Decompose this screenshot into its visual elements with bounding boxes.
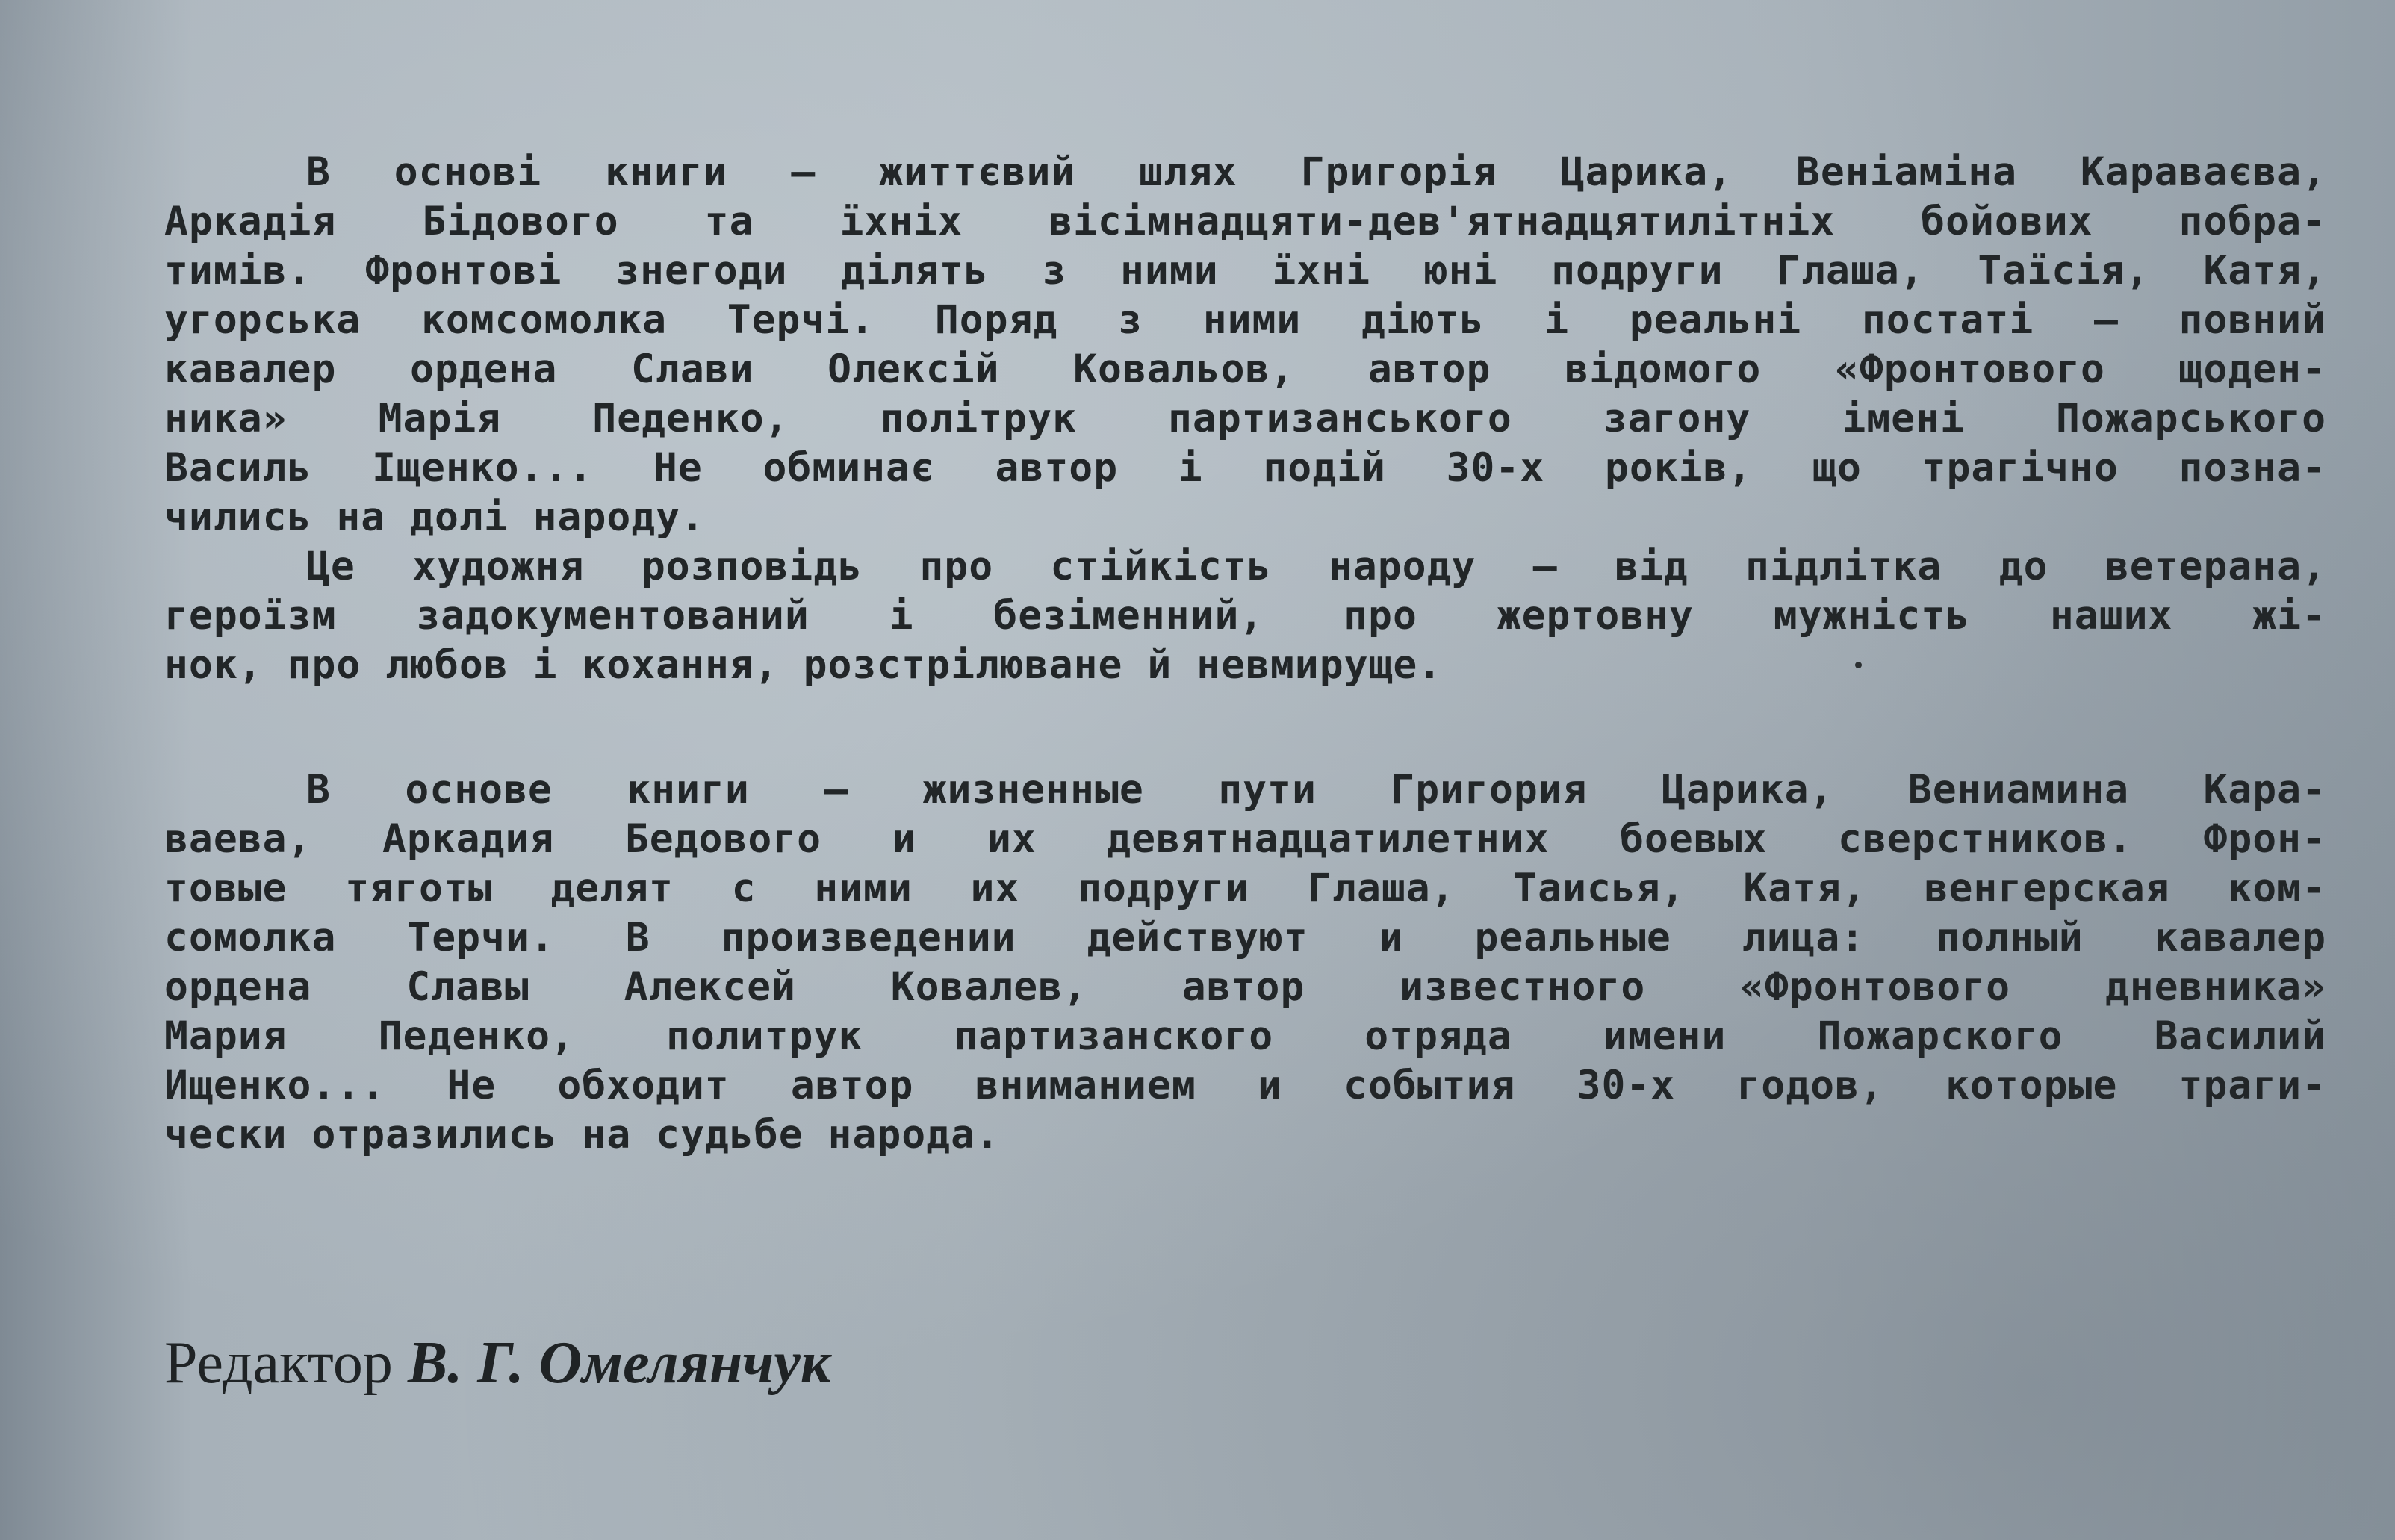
editor-label: Редактор <box>164 1330 393 1396</box>
text-line: ника» Марія Педенко, політрук партизанського загону імені Пожарського <box>164 396 2326 441</box>
text-line: В основе книги — жизненные пути Григория Царика, Вениамина Кара- <box>306 767 2326 813</box>
text-line: ваева, Аркадия Бедового и их девятнадцатилетних боевых сверстников. Фрон- <box>164 816 2326 862</box>
text-line: нок, про любов і кохання, розстрілюване й невмируще. <box>164 642 1443 688</box>
text-line: кавалер ордена Слави Олексій Ковальов, автор відомого «Фронтового щоден- <box>164 347 2326 392</box>
text-line: Це художня розповідь про стійкість народу — від підлітка до ветерана, <box>306 544 2326 589</box>
editor-credit <box>164 1329 830 1397</box>
ukrainian-annotation <box>164 148 2326 690</box>
text-line: чески отразились на судьбе народа. <box>164 1112 1000 1158</box>
editor-name: В. Г. Омелянчук <box>407 1330 831 1396</box>
text-line: Мария Педенко, политрук партизанского отряда имени Пожарского Василий <box>164 1013 2326 1059</box>
text-line: сомолка Терчи. В произведении действуют и реальные лица: полный кавалер <box>164 915 2326 960</box>
text-line: В основі книги — життєвий шлях Григорія Царика, Веніаміна Караваєва, <box>306 149 2326 195</box>
text-line: Василь Іщенко... Не обминає автор і подій 30-х років, що трагічно позна- <box>164 445 2326 491</box>
text-line: тимів. Фронтові знегоди ділять з ними їхні юні подруги Глаша, Таїсія, Катя, <box>164 248 2326 294</box>
russian-annotation <box>164 766 2326 1160</box>
text-line: героїзм задокументований і безіменний, про жертовну мужність наших жі- <box>164 593 2326 639</box>
text-line: Ищенко... Не обходит автор вниманием и события 30-х годов, которые траги- <box>164 1063 2326 1108</box>
print-speck <box>1855 662 1862 668</box>
text-line: чились на долі народу. <box>164 494 705 540</box>
text-line: угорська комсомолка Терчі. Поряд з ними діють і реальні постаті — повний <box>164 297 2326 343</box>
text-line: ордена Славы Алексей Ковалев, автор известного «Фронтового дневника» <box>164 964 2326 1010</box>
text-line: товые тяготы делят с ними их подруги Глаша, Таисья, Катя, венгерская ком- <box>164 866 2326 911</box>
text-line: Аркадія Бідового та їхніх вісімнадцяти-дев'ятнадцятилітніх бойових побра- <box>164 199 2326 244</box>
